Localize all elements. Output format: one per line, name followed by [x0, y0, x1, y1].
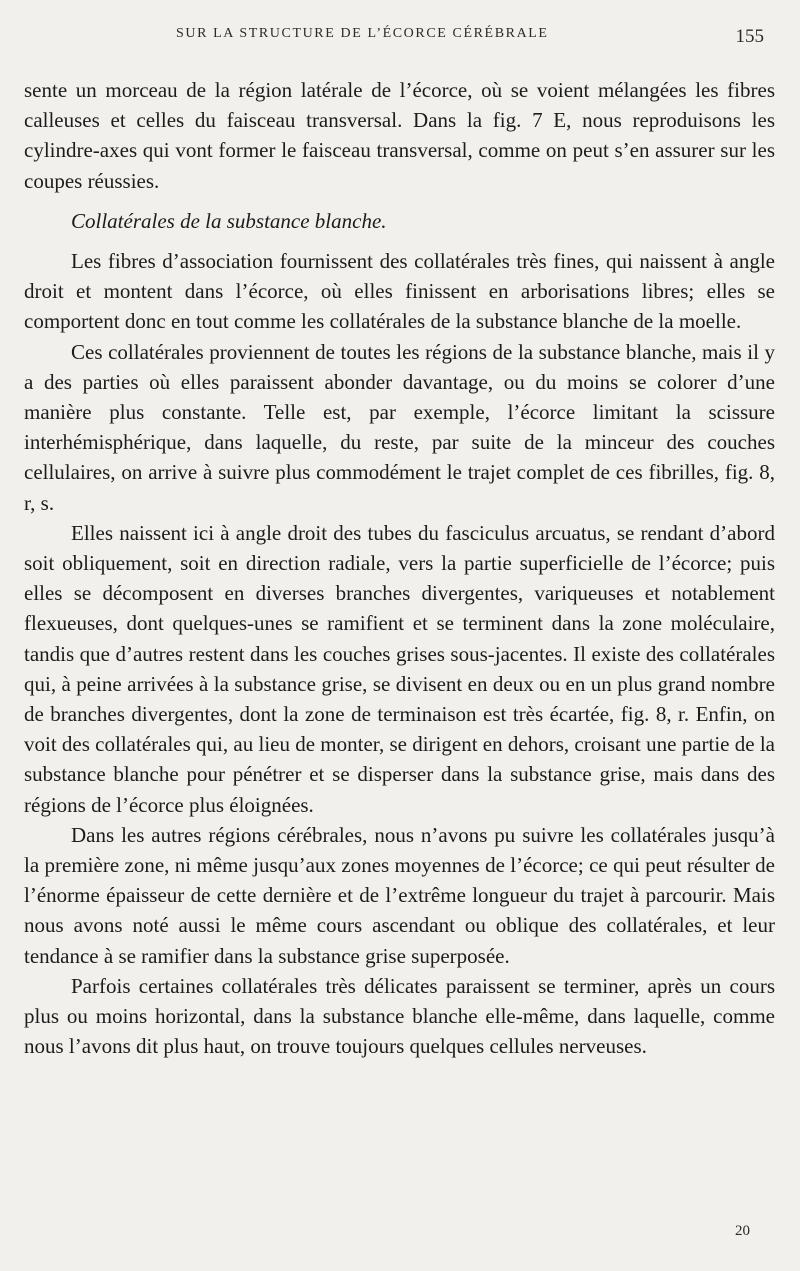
paragraph: Ces collatérales proviennent de toutes les régions de la substance blanche, mais il y a des parties où elles paraissent abonder davantage, ou du moins se colorer d’une manière plus constante. Telle est, par exemple, l’écorce limitant la scissure interhémisphérique, dans laquelle, du reste, par suite de la minceur des couches cellulaires, on arrive à suivre plus commodément le trajet complet de ces fibrilles, fig. 8, r, s.	[24, 339, 775, 515]
paragraph: Elles naissent ici à angle droit des tubes du fasciculus arcuatus, se rendant d’abord soit obliquement, soit en direction radiale, vers la partie superficielle de l’écorce; puis elles se décomposent en diverses branches divergentes, variqueuses et notablement flexueuses, dont quelques-unes se ramifient et se terminent dans la zone moléculaire, tandis que d’autres restent dans les couches grises sous-jacentes. Il existe des collatérales qui, à peine arrivées à la substance grise, se divisent en deux ou en un plus grand nombre de branches divergentes, dont la zone de terminaison est très écartée, fig. 8, r. Enfin, on voit des collatérales qui, au lieu de monter, se dirigent en dehors, croisant une partie de la substance blanche pour pénétrer et se disperser dans la substance grise, mais dans des régions de l’écorce plus éloignées.	[24, 520, 775, 817]
body-text	[24, 75, 775, 1062]
paragraph-continuation: sente un morceau de la région latérale de l’écorce, où se voient mélangées les fibres calleuses et celles du faisceau transversal. Dans la fig. 7 E, nous reproduisons les cylindre-axes qui vont former le faisceau transversal, comme on peut s’en assurer sur les coupes réussies.	[24, 78, 775, 193]
running-title: SUR LA STRUCTURE DE L’ÉCORCE CÉRÉBRALE	[176, 26, 549, 41]
paragraph: Les fibres d’association fournissent des collatérales très fines, qui naissent à angle droit et montent dans l’écorce, où elles finissent en arborisations libres; elles se comportent donc en tout comme les collatérales de la substance blanche de la moelle.	[24, 249, 775, 334]
section-heading: Collatérales de la substance blanche.	[71, 208, 387, 233]
paragraph: Parfois certaines collatérales très délicates paraissent se terminer, après un cours plus ou moins horizontal, dans la substance blanche elle-même, dans laquelle, comme nous l’avons dit plus haut, on trouve toujours quelques cellules nerveuses.	[24, 973, 775, 1059]
page-number: 155	[735, 26, 764, 47]
signature-mark: 20	[735, 1223, 750, 1239]
paragraph: Dans les autres régions cérébrales, nous n’avons pu suivre les collatérales jusqu’à la première zone, ni même jusqu’aux zones moyennes de l’écorce; ce qui peut résulter de l’énorme épaisseur de cette dernière et de l’extrême longueur du trajet à parcourir. Mais nous avons noté aussi le même cours ascendant ou oblique des collatérales, et leur tendance à se ramifier dans la substance grise superposée.	[24, 822, 775, 968]
